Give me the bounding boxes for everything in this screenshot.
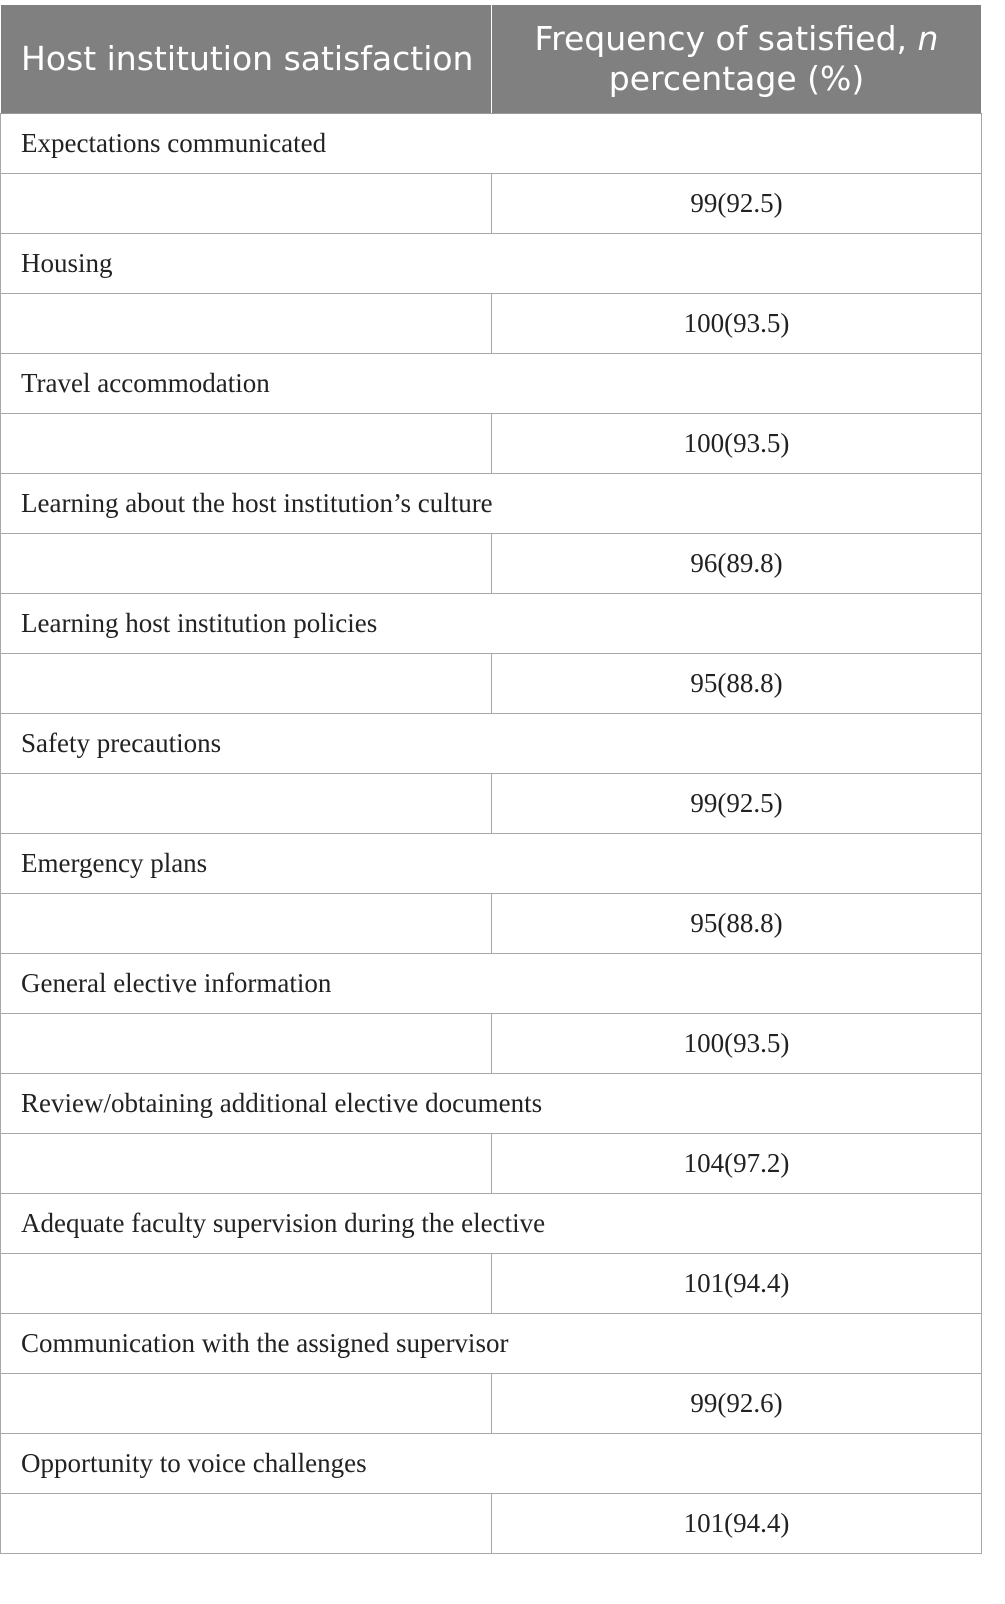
row-label: Emergency plans	[1, 834, 982, 894]
row-label: Safety precautions	[1, 714, 982, 774]
table-row-label	[1, 474, 982, 534]
empty-cell	[1, 1374, 492, 1434]
empty-cell	[1, 1014, 492, 1074]
column-header-frequency-prefix: Frequency of satisfied,	[534, 19, 908, 58]
satisfaction-table	[0, 4, 982, 1554]
table-header-row	[1, 5, 982, 114]
table-row-label	[1, 1074, 982, 1134]
table-row-value	[1, 294, 982, 354]
table-row-value	[1, 1134, 982, 1194]
row-value: 100(93.5)	[492, 294, 982, 354]
table-row-value	[1, 1254, 982, 1314]
empty-cell	[1, 534, 492, 594]
table-row-label	[1, 834, 982, 894]
row-label: Expectations communicated	[1, 114, 982, 174]
table-row-value	[1, 1374, 982, 1434]
table-row-label	[1, 714, 982, 774]
row-label: Learning host institution policies	[1, 594, 982, 654]
table-row-value	[1, 894, 982, 954]
table-row-value	[1, 1014, 982, 1074]
row-value: 99(92.6)	[492, 1374, 982, 1434]
table-row-label	[1, 954, 982, 1014]
column-header-satisfaction: Host institution satisfaction	[1, 5, 492, 114]
row-label: Communication with the assigned supervisor	[1, 1314, 982, 1374]
row-value: 101(94.4)	[492, 1494, 982, 1554]
empty-cell	[1, 1254, 492, 1314]
table-row-value	[1, 174, 982, 234]
empty-cell	[1, 774, 492, 834]
table-row-label	[1, 594, 982, 654]
table-row-value	[1, 1494, 982, 1554]
empty-cell	[1, 1134, 492, 1194]
empty-cell	[1, 174, 492, 234]
row-value: 104(97.2)	[492, 1134, 982, 1194]
table-row-label	[1, 354, 982, 414]
table-row-label	[1, 234, 982, 294]
table-row-label	[1, 114, 982, 174]
row-label: Review/obtaining additional elective documents	[1, 1074, 982, 1134]
empty-cell	[1, 414, 492, 474]
row-value: 96(89.8)	[492, 534, 982, 594]
column-header-frequency	[492, 5, 982, 114]
row-value: 101(94.4)	[492, 1254, 982, 1314]
column-header-frequency-n: n	[917, 19, 939, 58]
row-label: Adequate faculty supervision during the elective	[1, 1194, 982, 1254]
row-value: 99(92.5)	[492, 174, 982, 234]
table-row-value	[1, 774, 982, 834]
row-value: 100(93.5)	[492, 1014, 982, 1074]
table-row-value	[1, 654, 982, 714]
column-header-frequency-suffix: percentage (%)	[608, 59, 865, 98]
row-label: Opportunity to voice challenges	[1, 1434, 982, 1494]
table-row-value	[1, 414, 982, 474]
empty-cell	[1, 894, 492, 954]
row-label: General elective information	[1, 954, 982, 1014]
row-label: Housing	[1, 234, 982, 294]
row-value: 95(88.8)	[492, 654, 982, 714]
row-value: 95(88.8)	[492, 894, 982, 954]
row-value: 99(92.5)	[492, 774, 982, 834]
table-row-value	[1, 534, 982, 594]
table-row-label	[1, 1314, 982, 1374]
row-label: Learning about the host institution’s culture	[1, 474, 982, 534]
table-row-label	[1, 1194, 982, 1254]
empty-cell	[1, 654, 492, 714]
empty-cell	[1, 1494, 492, 1554]
row-value: 100(93.5)	[492, 414, 982, 474]
table-row-label	[1, 1434, 982, 1494]
empty-cell	[1, 294, 492, 354]
row-label: Travel accommodation	[1, 354, 982, 414]
